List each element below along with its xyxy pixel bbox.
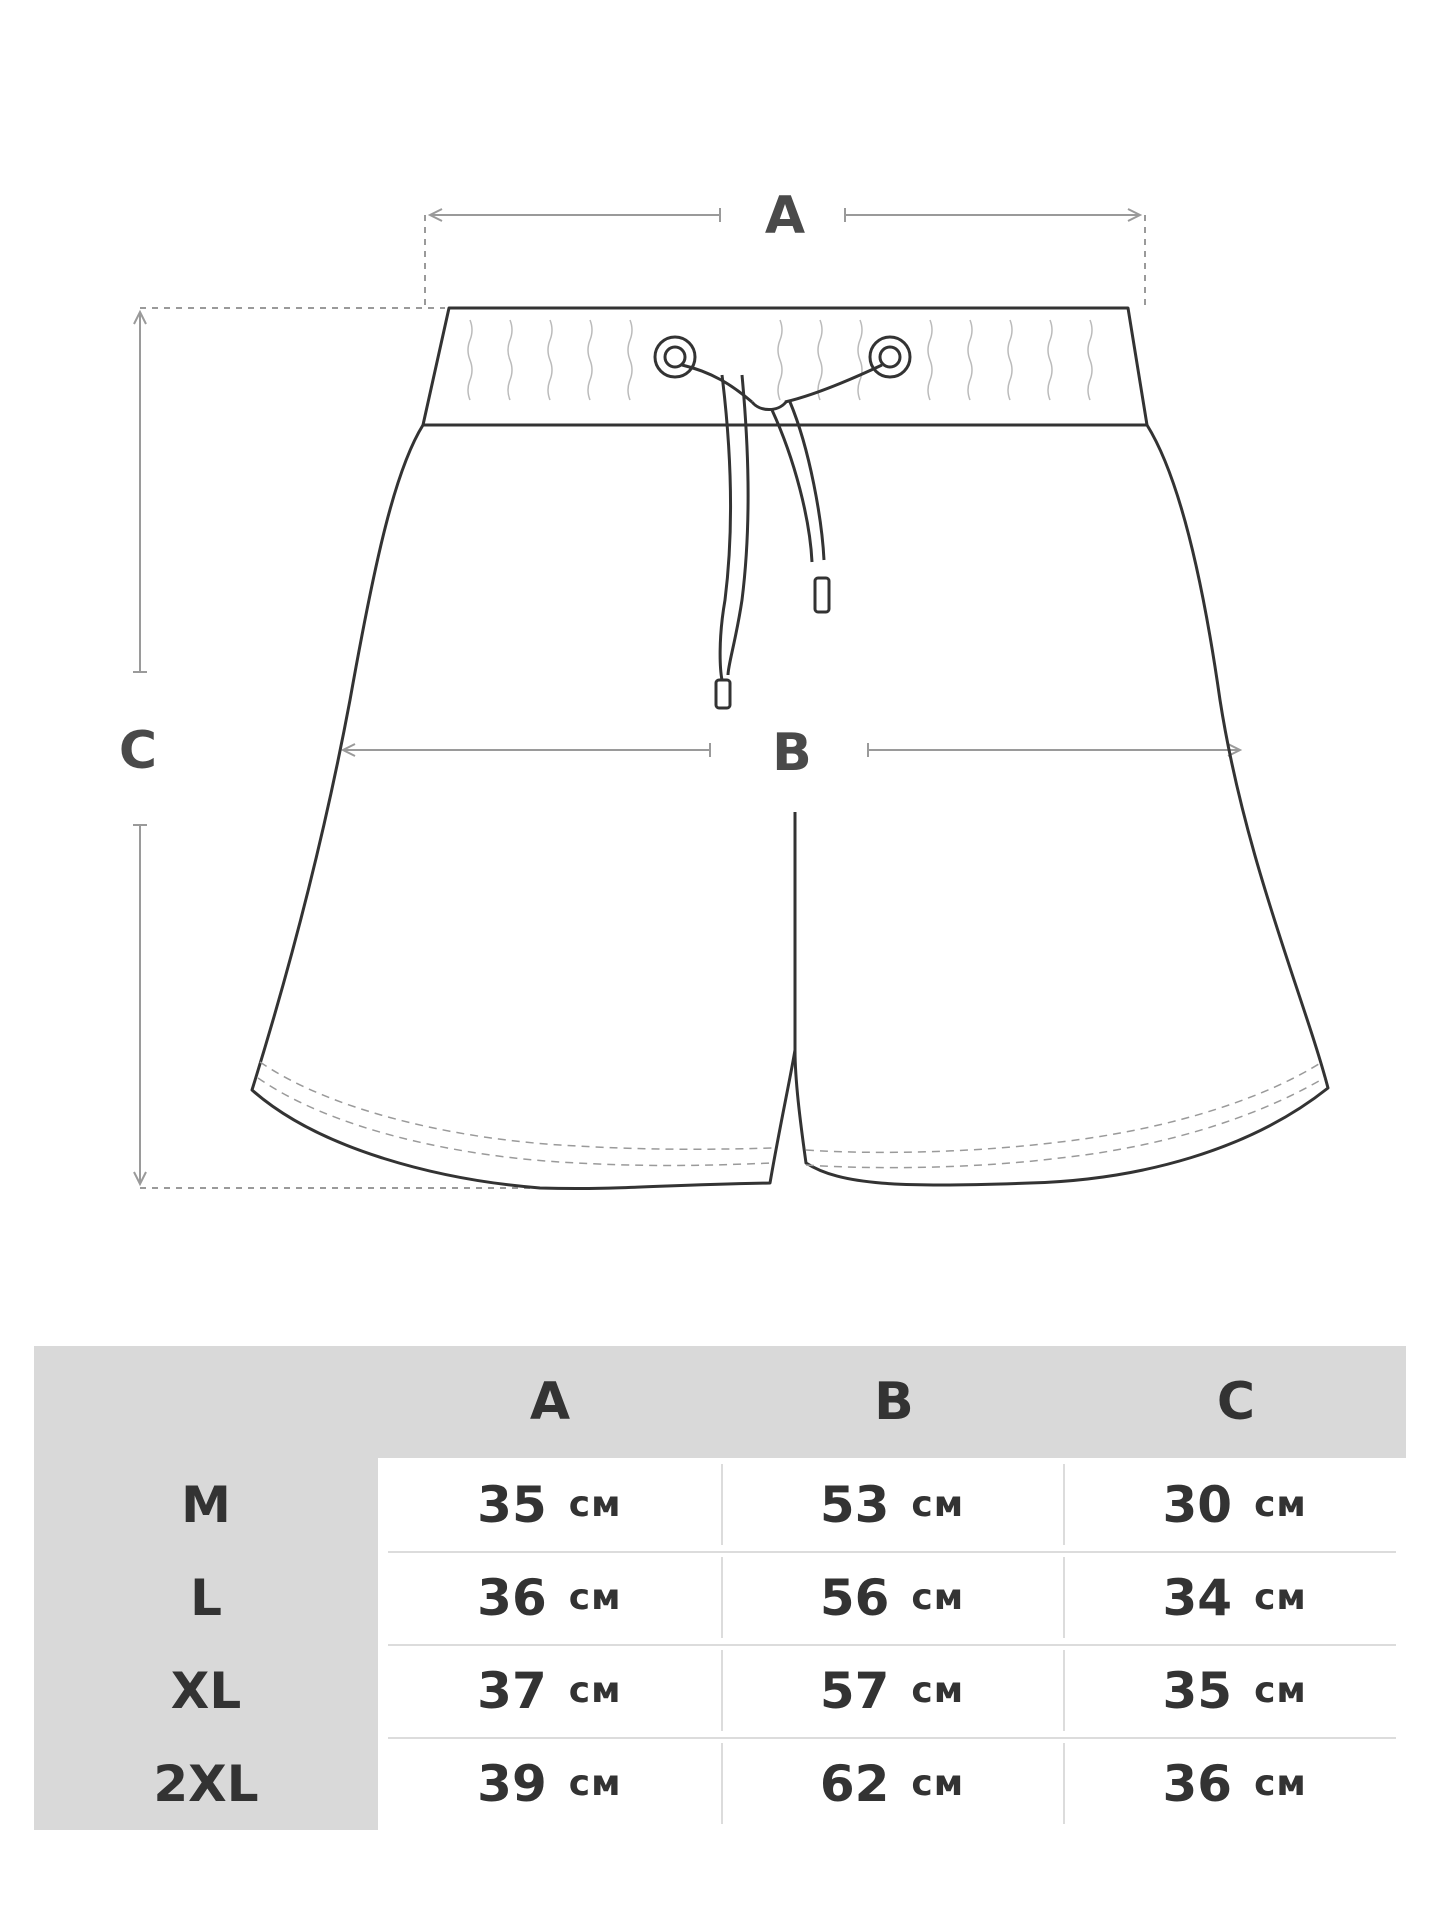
size-column	[34, 1458, 378, 1830]
unit: см	[911, 1670, 965, 1711]
size-label-xl: XL	[170, 1661, 242, 1720]
unit: см	[1254, 1763, 1307, 1804]
value: 39	[477, 1754, 547, 1813]
measurements-grid	[378, 1458, 1406, 1830]
size-label-l: L	[190, 1568, 222, 1627]
cell-c	[1063, 1551, 1406, 1644]
value: 36	[477, 1568, 547, 1627]
left-grommet	[655, 337, 695, 377]
value: 35	[1162, 1661, 1233, 1720]
value: 37	[477, 1661, 547, 1720]
column-header-b: B	[874, 1372, 914, 1432]
unit: см	[568, 1670, 622, 1711]
unit: см	[1254, 1577, 1307, 1618]
unit: см	[911, 1763, 965, 1804]
unit: см	[568, 1763, 622, 1804]
drawstring	[655, 337, 910, 708]
dimension-c-label: C	[118, 721, 158, 781]
value: 57	[819, 1661, 890, 1720]
unit: см	[1254, 1670, 1307, 1711]
value: 36	[1162, 1754, 1233, 1813]
cell-a	[378, 1458, 721, 1551]
value: 30	[1162, 1475, 1233, 1534]
cell-b	[721, 1551, 1064, 1644]
waistband-texture	[468, 320, 1092, 400]
cell-c	[1063, 1458, 1406, 1551]
table-row	[378, 1644, 1406, 1737]
size-table	[34, 1346, 1406, 1830]
value: 56	[819, 1568, 890, 1627]
dimension-c	[133, 308, 540, 1188]
table-row	[378, 1551, 1406, 1644]
cell-c	[1063, 1737, 1406, 1830]
table-row	[378, 1737, 1406, 1830]
unit: см	[1254, 1484, 1307, 1525]
dimension-b-label: B	[772, 723, 812, 783]
unit: см	[911, 1577, 965, 1618]
cell-c	[1063, 1644, 1406, 1737]
cell-a	[378, 1737, 721, 1830]
cell-a	[378, 1644, 721, 1737]
unit: см	[911, 1484, 965, 1525]
column-header-a: A	[529, 1372, 571, 1432]
left-leg	[252, 425, 795, 1188]
value: 34	[1162, 1568, 1233, 1627]
cell-a	[378, 1551, 721, 1644]
waistband	[423, 308, 1147, 425]
value: 62	[819, 1754, 890, 1813]
cell-b	[721, 1458, 1064, 1551]
table-row	[378, 1458, 1406, 1551]
value: 53	[819, 1475, 890, 1534]
value: 35	[477, 1475, 547, 1534]
unit: см	[568, 1484, 622, 1525]
right-leg	[795, 425, 1328, 1185]
right-grommet	[870, 337, 910, 377]
cell-b	[721, 1737, 1064, 1830]
unit: см	[568, 1577, 622, 1618]
size-label-m: M	[181, 1475, 231, 1534]
cell-b	[721, 1644, 1064, 1737]
size-label-2xl: 2XL	[153, 1754, 259, 1813]
dimension-a-label: A	[764, 186, 806, 246]
column-header-c: C	[1216, 1372, 1256, 1432]
